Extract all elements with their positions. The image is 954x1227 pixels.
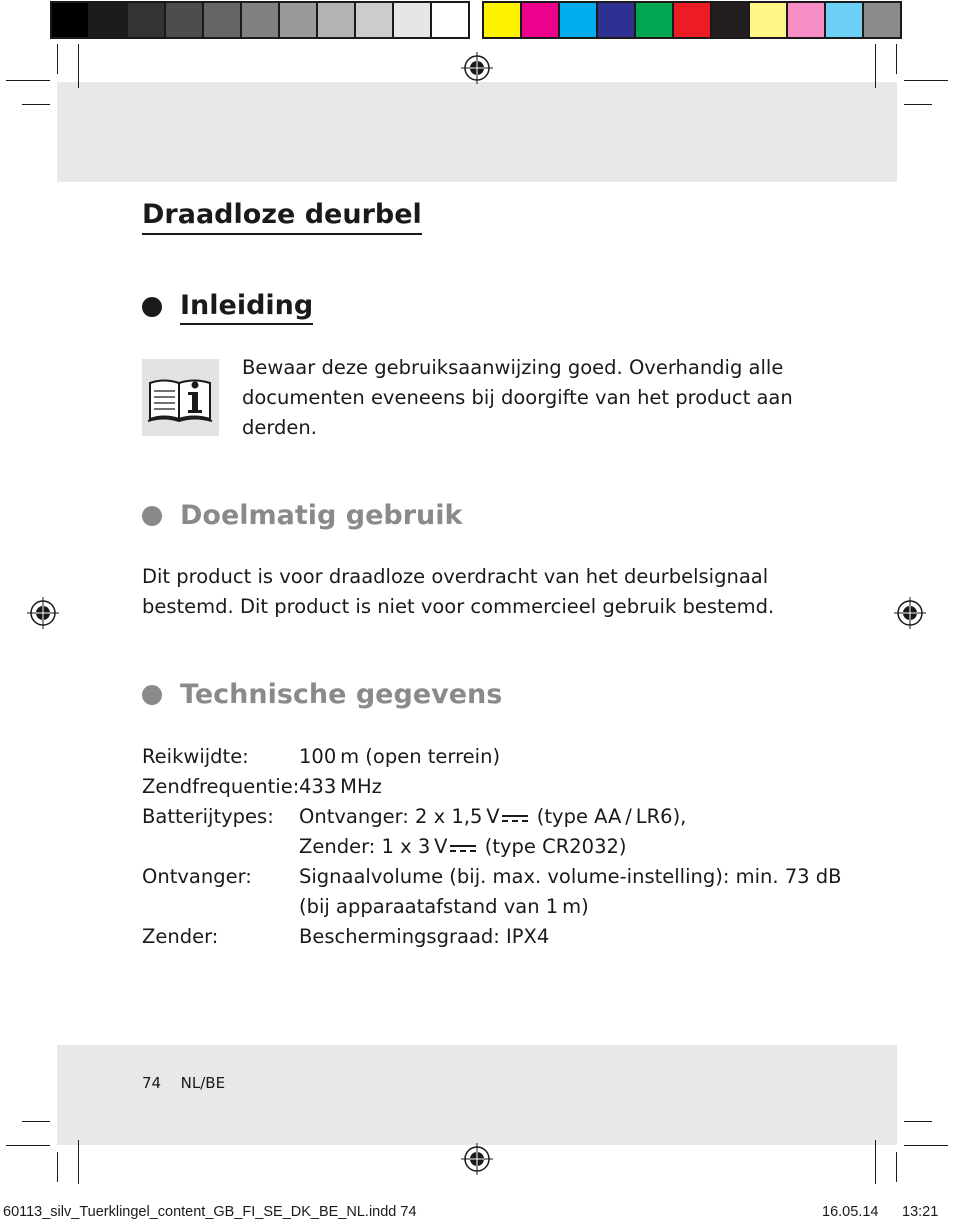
spec-row xyxy=(142,892,842,922)
registration-mark-icon xyxy=(461,1143,493,1175)
dc-symbol-icon xyxy=(502,813,528,823)
crop-mark xyxy=(57,44,58,74)
spec-value xyxy=(299,802,686,832)
crop-mark xyxy=(896,44,897,74)
slug-date: 16.05.14 xyxy=(822,1204,879,1220)
grey-swatch xyxy=(318,3,356,37)
color-swatch xyxy=(750,3,788,37)
color-swatch xyxy=(484,3,522,37)
color-swatch xyxy=(826,3,864,37)
color-swatch xyxy=(598,3,636,37)
bullet-icon xyxy=(142,297,162,317)
spec-label xyxy=(142,832,299,862)
text-line: bestemd. Dit product is niet voor commercieel gebruik bestemd. xyxy=(142,595,775,618)
grey-swatch xyxy=(356,3,394,37)
grey-swatch xyxy=(128,3,166,37)
crop-mark xyxy=(57,1152,58,1182)
color-scale-bar xyxy=(482,1,902,39)
footer-band xyxy=(57,1045,897,1145)
color-swatch xyxy=(864,3,900,37)
dc-symbol-icon xyxy=(450,843,476,853)
crop-mark xyxy=(904,1145,948,1146)
header-band xyxy=(57,82,897,182)
color-swatch xyxy=(788,3,826,37)
grey-scale-bar xyxy=(50,1,470,39)
grey-swatch xyxy=(90,3,128,37)
spec-value: (bij apparaatafstand van 1 m) xyxy=(299,895,589,918)
color-swatch xyxy=(522,3,560,37)
page-title: Draadloze deurbel xyxy=(142,198,422,235)
text-line: Dit product is voor draadloze overdracht van het deurbelsignaal xyxy=(142,565,769,588)
grey-swatch xyxy=(432,3,468,37)
crop-mark xyxy=(78,1140,79,1184)
crop-mark xyxy=(875,1140,876,1184)
color-swatch xyxy=(560,3,598,37)
doelmatig-text xyxy=(142,562,862,622)
grey-swatch xyxy=(204,3,242,37)
spec-label: Ontvanger: xyxy=(142,865,252,888)
info-text-line: derden. xyxy=(242,416,317,439)
spec-row xyxy=(142,742,842,772)
crop-mark xyxy=(904,104,932,105)
spec-label: Zender: xyxy=(142,925,219,948)
section-heading-doelmatig xyxy=(142,499,463,533)
spec-value: Signaalvolume (bij. max. volume-instelling): min. 73 dB xyxy=(299,865,842,888)
spec-label xyxy=(142,892,299,922)
crop-mark xyxy=(6,1145,50,1146)
section-title: Doelmatig gebruik xyxy=(180,500,463,531)
section-title: Inleiding xyxy=(180,289,313,325)
spec-label: Zendfrequentie: xyxy=(142,775,300,798)
grey-swatch xyxy=(394,3,432,37)
slug-filename: 60113_silv_Tuerklingel_content_GB_FI_SE_DK_BE_NL.indd 74 xyxy=(3,1204,417,1220)
bullet-icon xyxy=(142,685,162,705)
info-text xyxy=(242,353,842,443)
crop-mark xyxy=(22,1121,50,1122)
spec-row xyxy=(142,922,842,952)
crop-mark xyxy=(904,1121,932,1122)
spec-value-part: (type AA / LR6), xyxy=(530,805,687,828)
bullet-icon xyxy=(142,506,162,526)
crop-mark xyxy=(875,44,876,88)
registration-mark-icon xyxy=(894,597,926,629)
info-book-icon xyxy=(142,359,219,436)
registration-mark-icon xyxy=(27,597,59,629)
spec-row xyxy=(142,862,842,892)
spec-label: Reikwijdte: xyxy=(142,745,249,768)
crop-mark xyxy=(22,104,50,105)
spec-value: Beschermingsgraad: IPX4 xyxy=(299,925,550,948)
crop-mark xyxy=(904,80,948,81)
spec-value-part: (type CR2032) xyxy=(478,835,627,858)
crop-mark xyxy=(896,1152,897,1182)
spec-value xyxy=(299,832,627,862)
grey-swatch xyxy=(166,3,204,37)
crop-mark xyxy=(6,80,50,81)
info-text-line: documenten eveneens bij doorgifte van het product aan xyxy=(242,386,793,409)
spec-row xyxy=(142,802,842,832)
grey-swatch xyxy=(52,3,90,37)
spec-value-part: Zender: 1 x 3 V xyxy=(299,835,448,858)
spec-value: 100 m (open terrein) xyxy=(299,745,501,768)
spec-table xyxy=(142,742,842,952)
registration-mark-icon xyxy=(461,52,493,84)
section-title: Technische gegevens xyxy=(180,679,503,710)
grey-swatch xyxy=(242,3,280,37)
page-locale: NL/BE xyxy=(180,1074,226,1092)
info-text-line: Bewaar deze gebruiksaanwijzing goed. Overhandig alle xyxy=(242,356,784,379)
section-heading-inleiding xyxy=(142,289,313,325)
color-swatch xyxy=(712,3,750,37)
spec-value: 433 MHz xyxy=(299,775,382,798)
slug-time: 13:21 xyxy=(902,1204,939,1220)
page-number: 74 xyxy=(142,1074,162,1092)
spec-row xyxy=(142,832,842,862)
color-swatch xyxy=(674,3,712,37)
spec-value-part: Ontvanger: 2 x 1,5 V xyxy=(299,805,500,828)
spec-label: Batterijtypes: xyxy=(142,805,274,828)
section-heading-technisch xyxy=(142,678,502,712)
crop-mark xyxy=(78,44,79,88)
grey-swatch xyxy=(280,3,318,37)
color-swatch xyxy=(636,3,674,37)
page-footer xyxy=(142,1072,225,1094)
spec-row xyxy=(142,772,842,802)
